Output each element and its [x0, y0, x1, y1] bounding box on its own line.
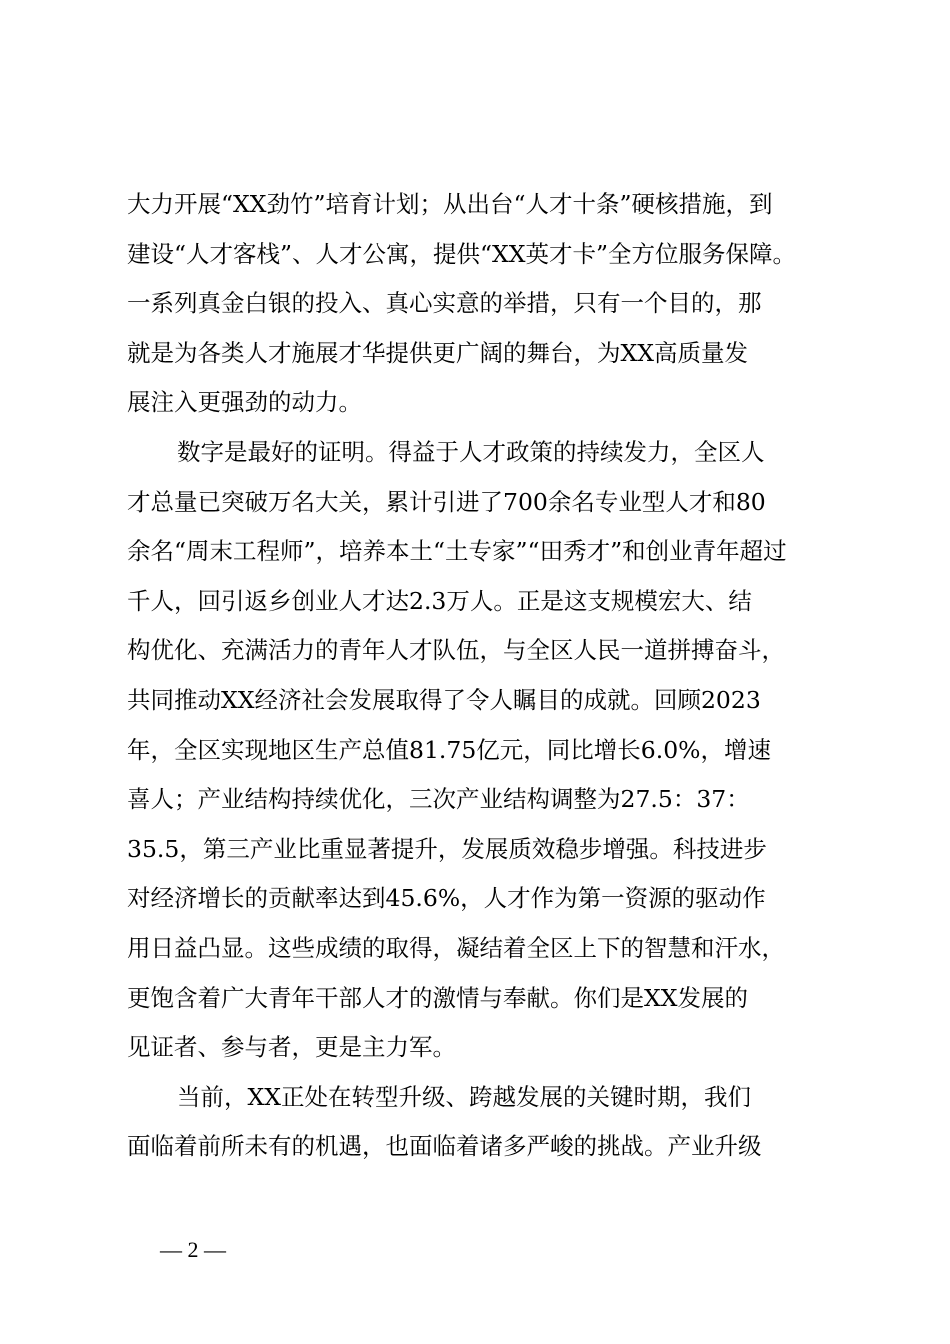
- text-line: 喜人；产业结构持续优化，三次产业结构调整为27.5：37：: [127, 785, 750, 814]
- text-line: 当前，XX正处在转型升级、跨越发展的关键时期，我们: [177, 1082, 751, 1111]
- paragraph-3: [127, 1073, 832, 1172]
- text-line: 展注入更强劲的动力。: [127, 388, 362, 417]
- text-line: 数字是最好的证明。得益于人才政策的持续发力，全区人: [177, 437, 765, 466]
- text-line: 对经济增长的贡献率达到45.6%，人才作为第一资源的驱动作: [127, 884, 766, 913]
- text-line: 更饱含着广大青年干部人才的激情与奉献。你们是XX发展的: [127, 983, 748, 1012]
- text-line: 才总量已突破万名大关，累计引进了700余名专业型人才和80: [127, 487, 766, 516]
- text-line: 见证者、参与者，更是主力军。: [127, 1033, 456, 1062]
- text-line: 35.5，第三产业比重显著提升，发展质效稳步增强。科技进步: [127, 834, 767, 863]
- text-line: 一系列真金白银的投入、真心实意的举措，只有一个目的，那: [127, 289, 762, 318]
- document-body: [127, 180, 832, 1172]
- paragraph-2: [127, 428, 832, 1073]
- text-line: 年，全区实现地区生产总值81.75亿元，同比增长6.0%，增速: [127, 735, 771, 764]
- text-line: 就是为各类人才施展才华提供更广阔的舞台，为XX高质量发: [127, 338, 748, 367]
- paragraph-1: [127, 180, 832, 428]
- text-line: 建设“人才客栈”、人才公寓，提供“XX英才卡”全方位服务保障。: [127, 239, 797, 268]
- page-number: — 2 —: [160, 1237, 226, 1262]
- text-line: 千人，回引返乡创业人才达2.3万人。正是这支规模宏大、结: [127, 586, 752, 615]
- text-line: 大力开展“XX劲竹”培育计划；从出台“人才十条”硬核措施，到: [127, 190, 773, 218]
- text-line: 余名“周末工程师”，培养本土“土专家”“田秀才”和创业青年超过: [127, 537, 787, 566]
- text-line: 共同推动XX经济社会发展取得了令人瞩目的成就。回顾2023: [127, 685, 761, 714]
- text-line: 构优化、充满活力的青年人才队伍，与全区人民一道拼搏奋斗，: [127, 636, 785, 665]
- text-line: 用日益凸显。这些成绩的取得，凝结着全区上下的智慧和汗水，: [127, 933, 785, 962]
- text-line: 面临着前所未有的机遇，也面临着诸多严峻的挑战。产业升级: [127, 1132, 762, 1161]
